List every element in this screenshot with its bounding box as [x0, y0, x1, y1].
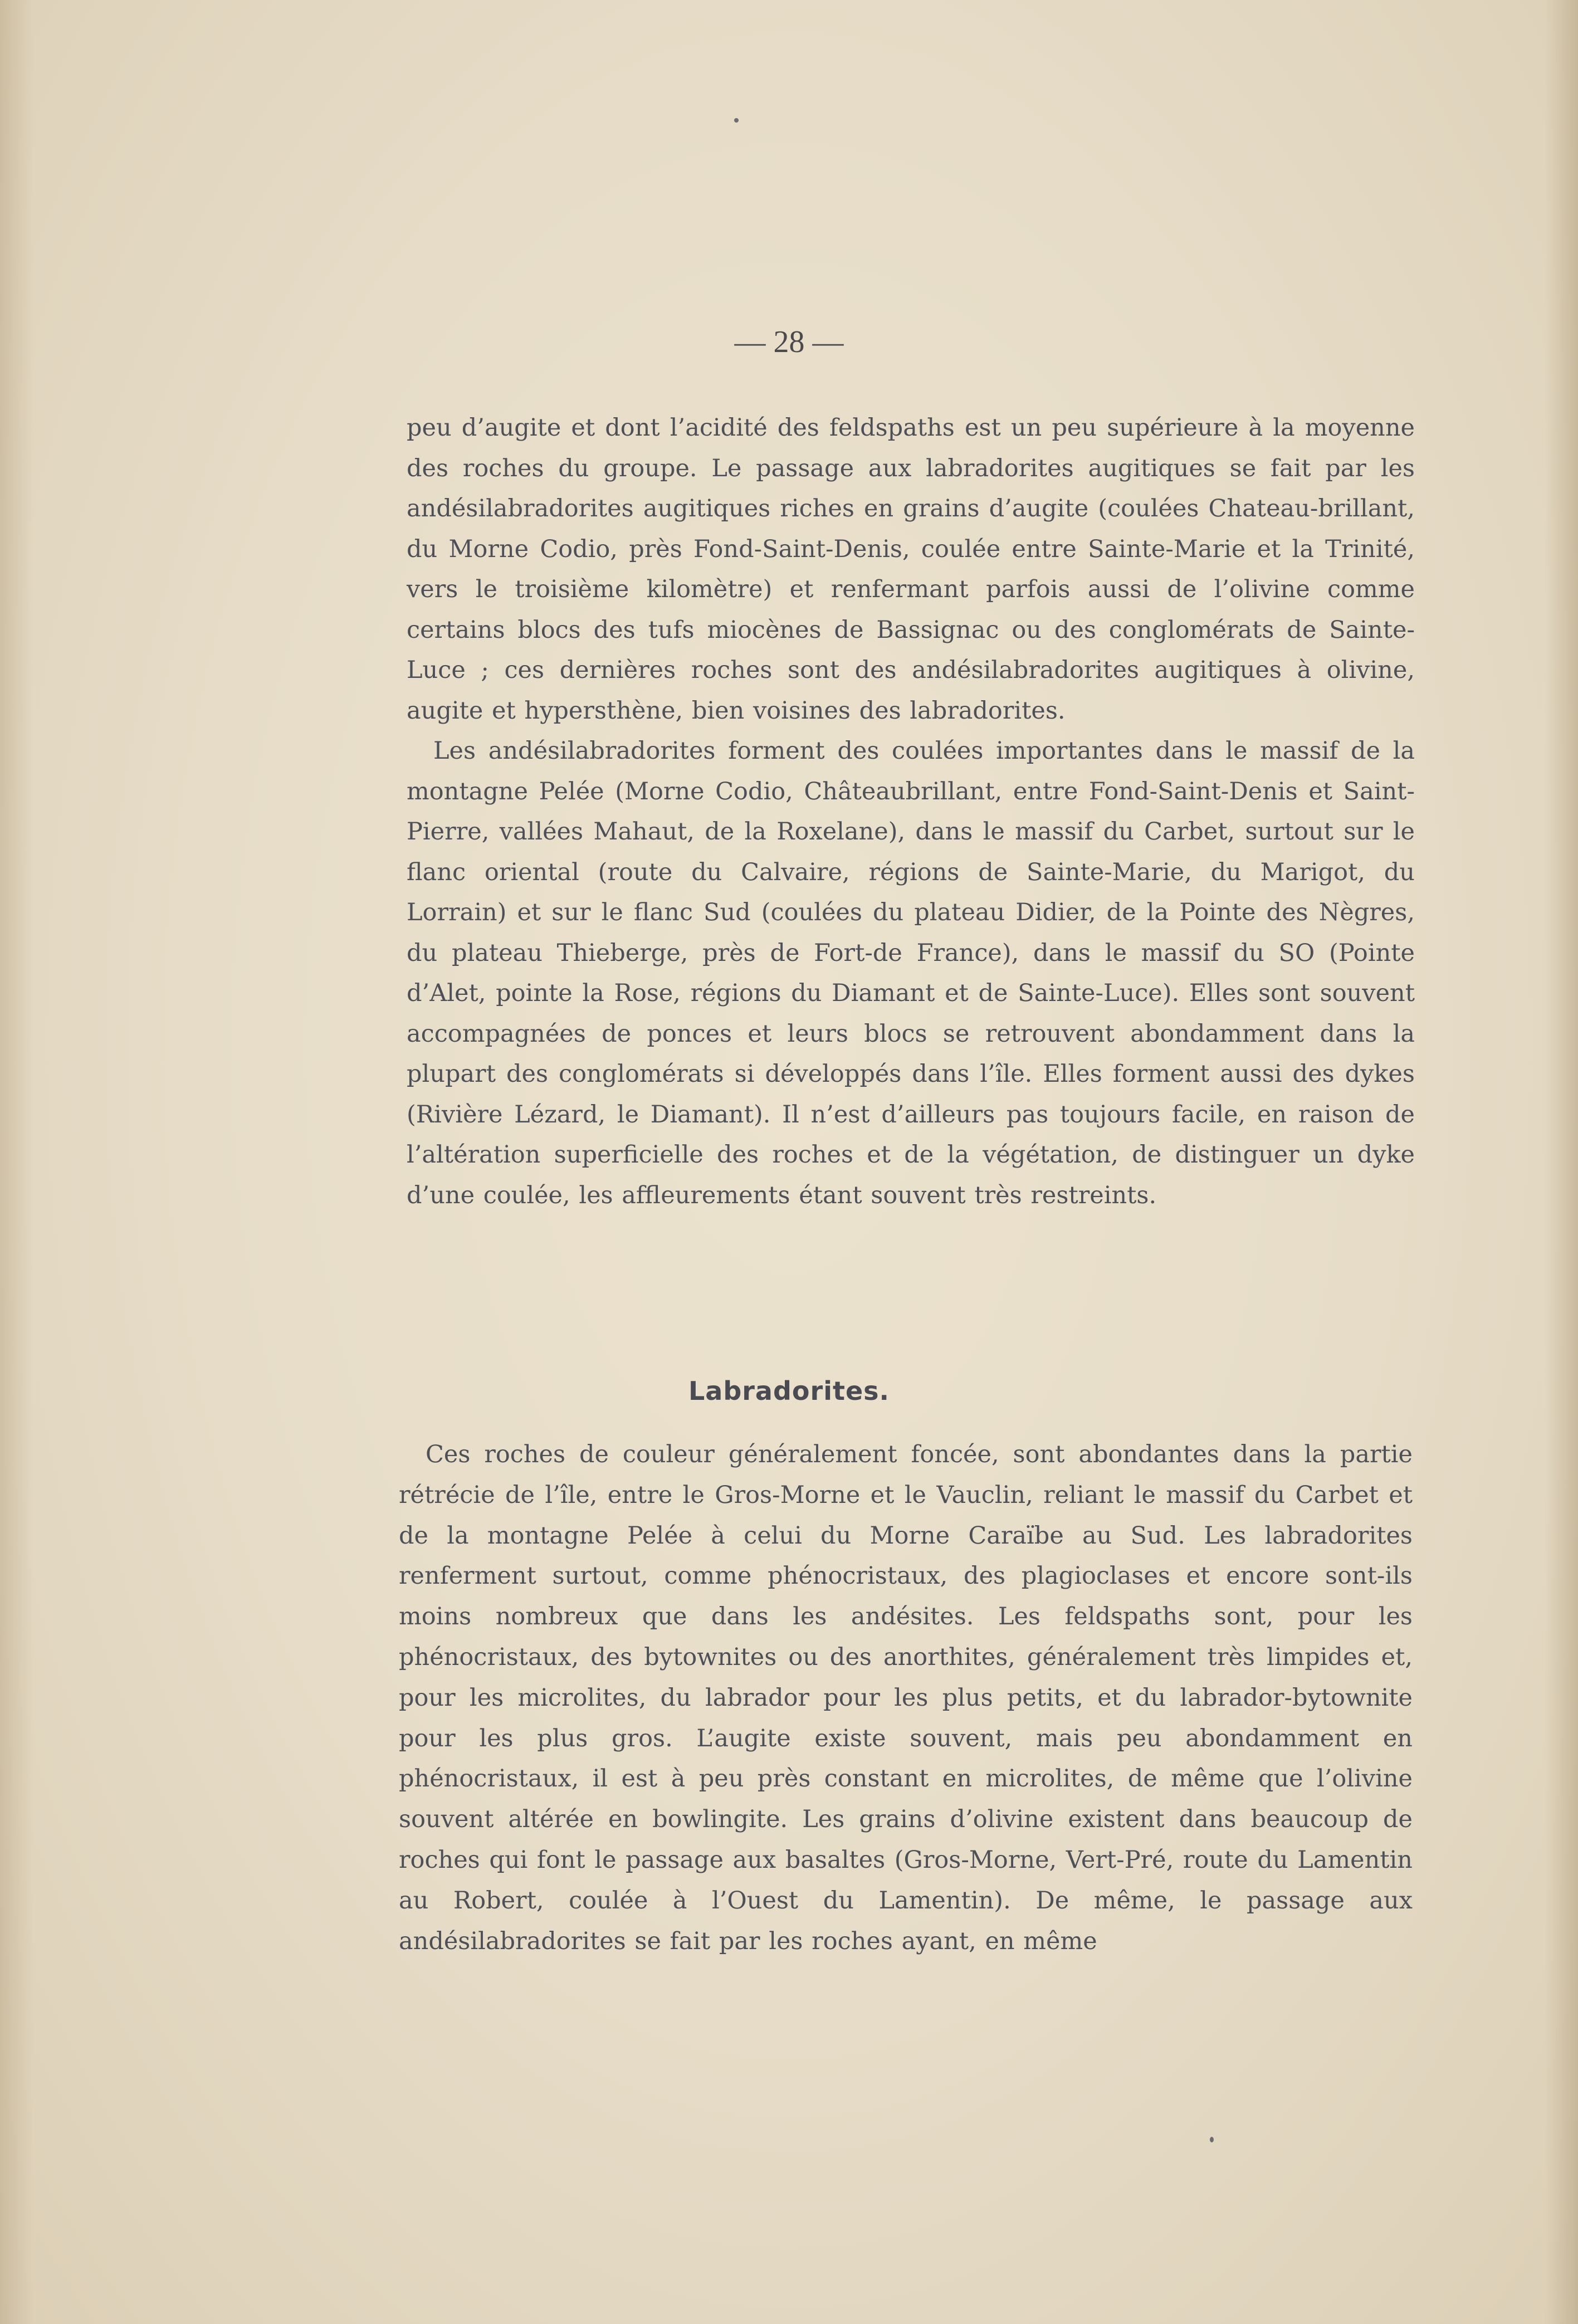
body-text-top	[407, 408, 1415, 1215]
body-text-labradorites	[399, 1434, 1413, 1961]
paragraph-continuation: peu d’augite et dont l’acidité des feldspaths est un peu supérieure à la moyenne des roches du groupe. Le passage aux labradorites augitiques se fait par les andésilabradorites augitiques riches en grains d’augite (coulées Chateau-brillant, du Morne Codio, près Fond-Saint-Denis, coulée entre Sainte-Marie et la Trinité, vers le troisième kilomètre) et renfermant parfois aussi de l’olivine comme certains blocs des tufs miocènes de Bassignac ou des conglomérats de Sainte-Luce ; ces dernières roches sont des andésilabradorites augitiques à olivine, augite et hypersthène, bien voisines des labradorites.	[407, 414, 1415, 725]
page-number: — 28 —	[734, 325, 844, 359]
ink-speck	[734, 118, 739, 123]
section-heading-labradorites: Labradorites.	[688, 1376, 890, 1406]
paragraph-andesilabradorites: Les andésilabradorites forment des coulées importantes dans le massif de la montagne Pelée (Morne Codio, Châteaubrillant, entre Fond-Saint-Denis et Saint-Pierre, vallées Mahaut, de la Roxelane), dans le massif du Carbet, surtout sur le flanc oriental (route du Calvaire, régions de Sainte-Marie, du Marigot, du Lorrain) et sur le flanc Sud (coulées du plateau Didier, de la Pointe des Nègres, du plateau Thieberge, près de Fort-de France), dans le massif du SO (Pointe d’Alet, pointe la Rose, régions du Diamant et de Sainte-Luce). Elles sont souvent accompagnées de ponces et leurs blocs se retrouvent abondamment dans la plupart des conglomérats si développés dans l’île. Elles forment aussi des dykes (Rivière Lézard, le Diamant). Il n’est d’ailleurs pas toujours facile, en raison de l’altération superficielle des roches et de la végétation, de distinguer un dyke d’une coulée, les affleurements étant souvent très restreints.	[407, 737, 1415, 1209]
paragraph-labradorites: Ces roches de couleur généralement foncée, sont abondantes dans la partie rétrécie de l’île, entre le Gros-Morne et le Vauclin, reliant le massif du Carbet et de la montagne Pelée à celui du Morne Caraïbe au Sud. Les labradorites renferment surtout, comme phénocristaux, des plagioclases et encore sont-ils moins nombreux que dans les andésites. Les feldspaths sont, pour les phénocristaux, des bytownites ou des anorthites, généralement très limpides et, pour les microlites, du labrador pour les plus petits, et du labrador-bytownite pour les plus gros. L’augite existe souvent, mais peu abondamment en phénocristaux, il est à peu près constant en microlites, de même que l’olivine souvent altérée en bowlingite. Les grains d’olivine existent dans beaucoup de roches qui font le passage aux basaltes (Gros-Morne, Vert-Pré, route du Lamentin au Robert, coulée à l’Ouest du Lamentin). De même, le passage aux andésilabradorites se fait par les roches ayant, en même	[399, 1441, 1413, 1955]
ink-speck	[1210, 2137, 1214, 2142]
